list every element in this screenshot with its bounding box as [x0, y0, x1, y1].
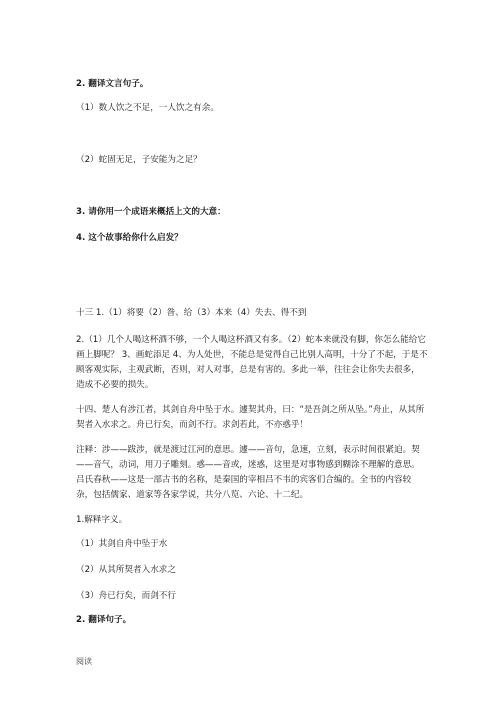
item-1: （1）其剑自舟中坠于水	[76, 539, 168, 549]
sentence-2: （2）蛇固无足，子安能为之足？	[76, 155, 202, 165]
passage-14: 十四、楚人有涉江者，其剑自舟中坠于水。遽契其舟，曰：“是吾剑之所从坠。”舟止，从其所契者入水求之。舟已行矣，而剑不行。求剑若此，不亦惑乎！	[76, 405, 425, 430]
item-3: （3）舟已行矣，而剑不行	[76, 591, 176, 601]
annotation: 注释：涉——跋涉，就是渡过江河的意思。遽——音句，急速，立刻，表示时间很紧迫。契——音气，动词，用刀子雕刻。惑——音或，迷惑，这里是对事物感到糊涂不理解的意思。吕氏春秋——这是一部古书的名称，是秦国的宰相吕不韦的宾客们合编的。全书的内容较杂，包括儒家、道家等各家学说，共分八览、六论、十二纪。	[76, 445, 420, 500]
item-2: （2）从其所契者入水求之	[76, 565, 176, 575]
question-3: 3. 请你用一个成语来概括上文的大意：	[76, 207, 226, 217]
section-2-heading: 2. 翻译句子。	[76, 615, 132, 625]
section-1-heading: 1.解释字义。	[76, 515, 128, 525]
answer-13-part-1: 十三 1.（1）将要（2）昝、给（3）本来（4）失去、得不到	[76, 308, 307, 318]
page-footer: 阅读	[76, 657, 92, 666]
question-2-heading: 2. 翻译文言句子。	[76, 79, 149, 89]
answer-13-part-2: 2.（1）几个人喝这杯酒不够，一个人喝这杯酒又有多。（2）蛇本来就没有脚，你怎么能给它画上脚呢？ 3、画蛇添足 4、为人处世，不能总是觉得自己比别人高明，十分了不起，于是不顾客观实际，主观武断，否则，对人对事，总是有害的。多此一举，往往会让你失去很多，造成不必要的损失。	[76, 335, 428, 390]
question-4: 4. 这个故事给你什么启发？	[76, 233, 183, 243]
sentence-1: （1）数人饮之不足，一人饮之有余。	[76, 103, 219, 113]
